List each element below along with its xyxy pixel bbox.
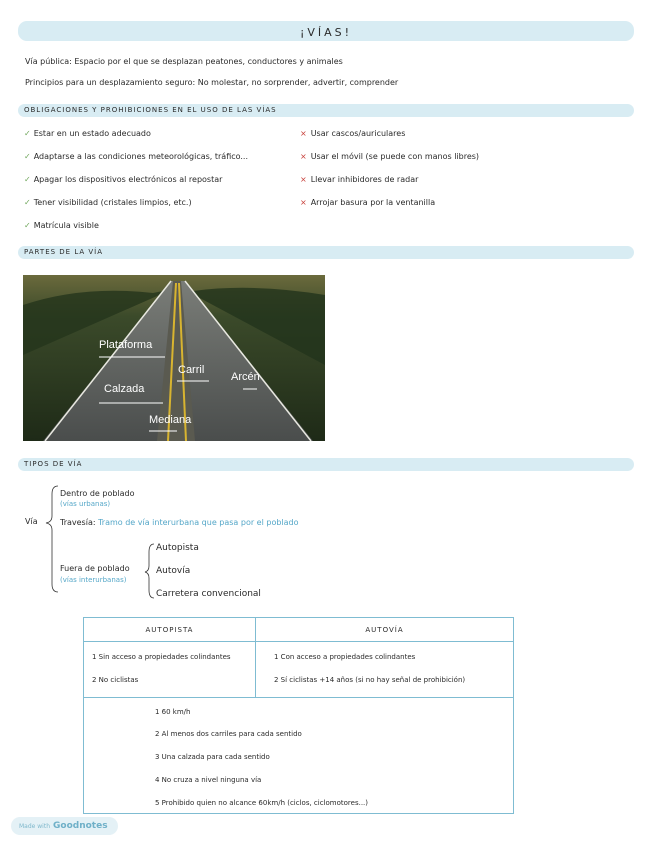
label-arcen: Arcén — [231, 371, 260, 383]
cross-icon: × — [300, 198, 307, 207]
principles-line — [25, 78, 398, 87]
type-item: Autovía — [156, 566, 191, 576]
list-item: ✓ Tener visibilidad (cristales limpios, etc.) — [24, 198, 192, 207]
check-icon: ✓ — [24, 175, 31, 184]
watermark-prefix: Made with — [19, 823, 50, 830]
list-item: ✓ Estar en un estado adecuado — [24, 129, 151, 138]
table-header-autovia: AUTOVÍA — [365, 626, 404, 634]
principles-label: Principios para un desplazamiento seguro: — [25, 78, 196, 87]
goodnotes-watermark — [11, 817, 118, 835]
parts-heading-bar — [18, 246, 634, 259]
urban-label: Dentro de poblado — [60, 489, 135, 498]
table-cell: 2 Sí ciclistas +14 años (si no hay señal de prohibición) — [274, 676, 466, 684]
label-calzada: Calzada — [104, 383, 145, 395]
table-divider-header — [84, 641, 513, 642]
table-divider-body — [84, 697, 513, 698]
type-item: Carretera convencional — [156, 589, 261, 599]
comparison-table — [83, 617, 514, 814]
interurban-sub: (vías interurbanas) — [60, 576, 127, 584]
table-cell: 2 Al menos dos carriles para cada sentido — [155, 730, 302, 738]
title-banner — [18, 21, 634, 41]
road-photo — [23, 275, 325, 441]
list-item: × Usar el móvil (se puede con manos libres) — [300, 152, 480, 161]
table-cell: 2 No ciclistas — [92, 676, 139, 684]
table-header-autopista: AUTOPISTA — [145, 626, 194, 634]
type-item: Autopista — [156, 543, 199, 553]
list-item: ✓ Apagar los dispositivos electrónicos al repostar — [24, 175, 223, 184]
definition-label: Vía pública: — [25, 57, 72, 66]
travesia-line — [60, 518, 299, 527]
table-cell: 3 Una calzada para cada sentido — [155, 753, 270, 761]
list-item: × Usar cascos/auriculares — [300, 129, 406, 138]
cross-icon: × — [300, 129, 307, 138]
table-cell: 4 No cruza a nivel ninguna vía — [155, 776, 262, 784]
parts-heading: PARTES DE LA VÍA — [24, 248, 104, 256]
travesia-text: Tramo de vía interurbana que pasa por el poblado — [98, 518, 299, 527]
definition-line — [25, 57, 343, 66]
table-cell: 5 Prohibido quien no alcance 60km/h (ciclos, ciclomotores...) — [155, 799, 369, 807]
list-item: × Llevar inhibidores de radar — [300, 175, 419, 184]
watermark-brand: Goodnotes — [53, 821, 108, 831]
tree-root: Vía — [25, 517, 38, 526]
table-cell: 1 Con acceso a propiedades colindantes — [274, 653, 416, 661]
check-icon: ✓ — [24, 129, 31, 138]
obligations-heading: OBLIGACIONES Y PROHIBICIONES EN EL USO DE LAS VÍAS — [24, 106, 277, 114]
list-item: ✓ Adaptarse a las condiciones meteorológicas, tráfico... — [24, 152, 249, 161]
types-heading: TIPOS DE VÍA — [24, 460, 83, 468]
urban-sub: (vías urbanas) — [60, 500, 111, 508]
cross-icon: × — [300, 175, 307, 184]
table-cell: 1 60 km/h — [155, 708, 191, 716]
definition-text: Espacio por el que se desplazan peatones, conductores y animales — [74, 57, 343, 66]
list-item: × Arrojar basura por la ventanilla — [300, 198, 436, 207]
obligations-heading-bar — [18, 104, 634, 117]
list-item: ✓ Matrícula visible — [24, 221, 99, 230]
label-plataforma: Plataforma — [99, 339, 153, 351]
travesia-label: Travesía: — [60, 518, 96, 527]
types-heading-bar — [18, 458, 634, 471]
check-icon: ✓ — [24, 152, 31, 161]
check-icon: ✓ — [24, 221, 31, 230]
principles-text: No molestar, no sorprender, advertir, comprender — [197, 78, 399, 87]
table-cell: 1 Sin acceso a propiedades colindantes — [92, 653, 231, 661]
cross-icon: × — [300, 152, 307, 161]
label-carril: Carril — [178, 364, 205, 376]
check-icon: ✓ — [24, 198, 31, 207]
interurban-label: Fuera de poblado — [60, 564, 130, 573]
page-title: ¡VÍAS! — [299, 26, 353, 39]
label-mediana: Mediana — [149, 414, 192, 426]
